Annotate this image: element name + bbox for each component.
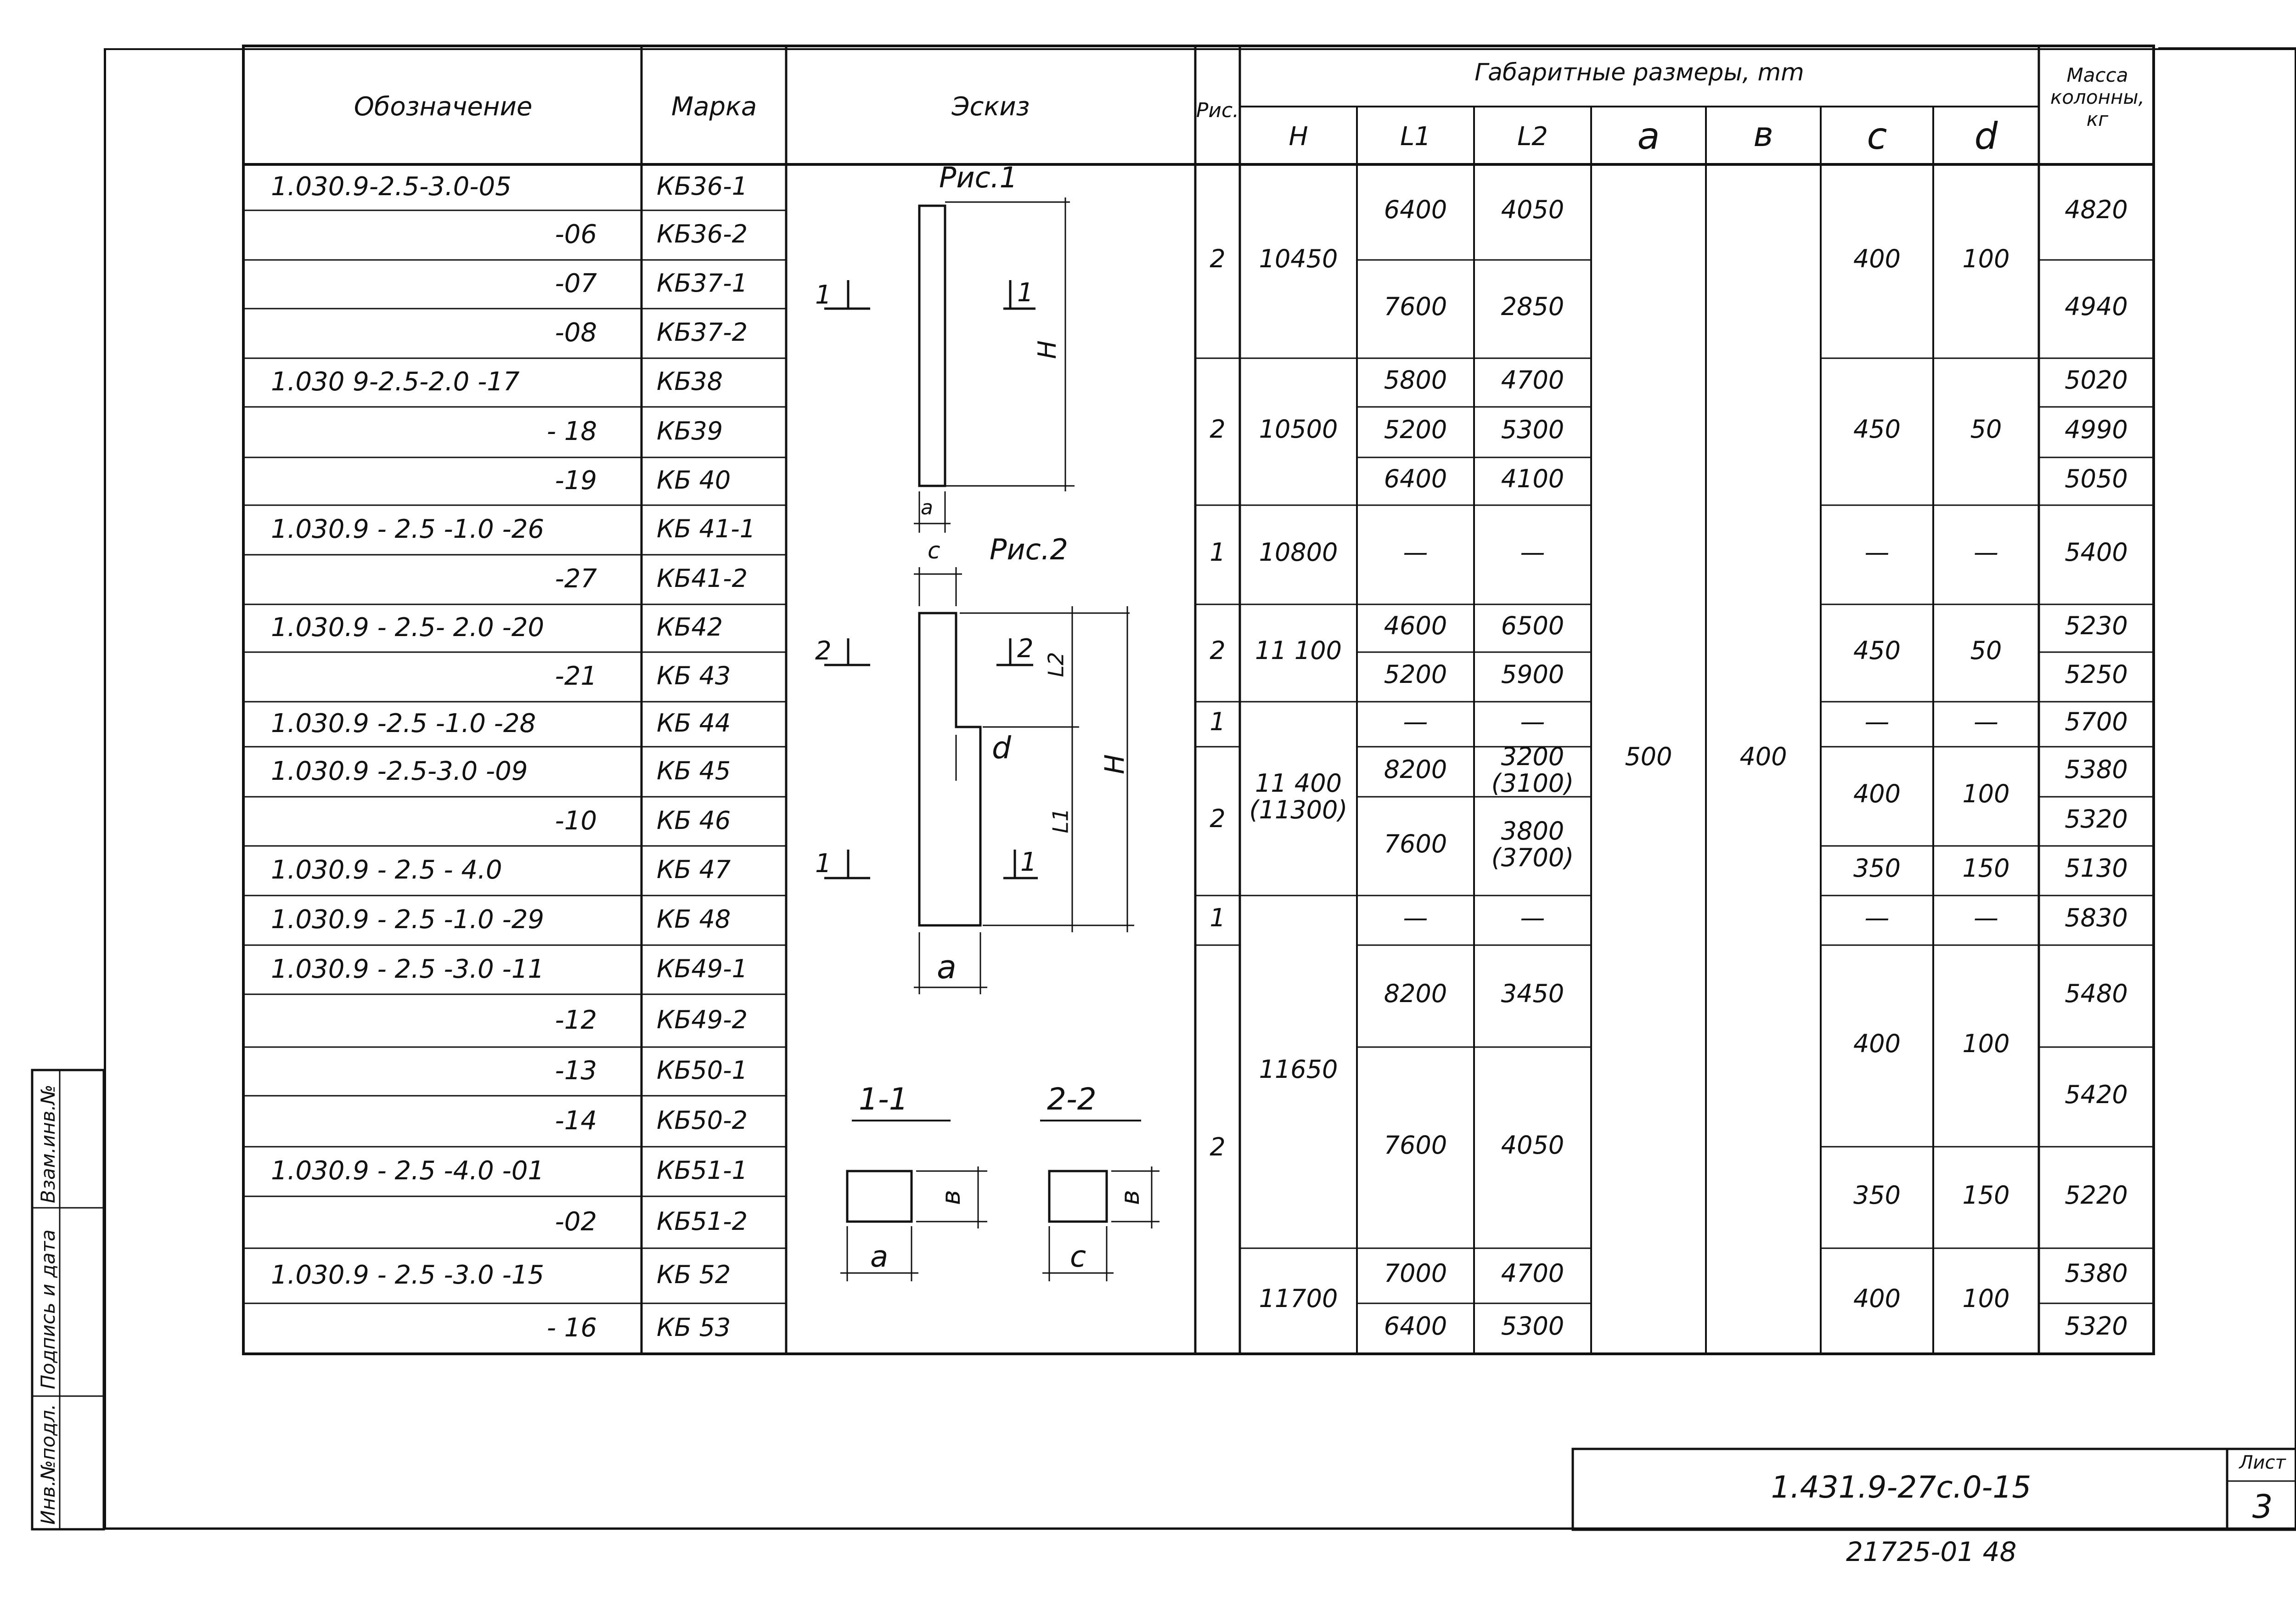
cell-c: 450 (1853, 636, 1901, 665)
stamp-sheet-number: 3 (2252, 1488, 2273, 1526)
cell-c: 350 (1853, 1180, 1901, 1210)
cell-H: 11 100 (1255, 636, 1342, 665)
table-row-mark: КБ38 (657, 367, 723, 396)
table-row-mark: КБ 46 (657, 806, 731, 835)
table-row-mark: КБ49-1 (657, 954, 748, 983)
cell-m: 5020 (2065, 366, 2128, 394)
table-row-mark: КБ50-1 (657, 1056, 748, 1085)
cell-c: — (1864, 538, 1890, 567)
cell-m: 5320 (2065, 804, 2128, 834)
cell-c: 400 (1853, 779, 1901, 808)
cell-L2: 3450 (1501, 979, 1564, 1008)
header-designation: Обозначение (354, 92, 533, 122)
header-mass: Масса колонны, кг (2050, 64, 2145, 130)
cell-d: — (1974, 538, 1998, 567)
sketch-H2-label: H (1098, 754, 1130, 774)
sketch-a1-label: a (921, 496, 933, 519)
cell-L1: 5200 (1384, 415, 1447, 444)
table-row-mark: КБ51-1 (657, 1156, 748, 1185)
table-row-designation: -14 (555, 1105, 597, 1136)
cell-L2: 4050 (1501, 1131, 1564, 1160)
table-row-designation: -10 (555, 806, 597, 836)
header-mark: Марка (671, 92, 757, 122)
cell-L1: 7600 (1384, 292, 1447, 321)
cell-d: — (1974, 707, 1998, 736)
cell-d: 100 (1962, 779, 2010, 808)
header-L2: L2 (1517, 122, 1548, 152)
sketch-section-1-1: 1-1 (859, 1082, 908, 1117)
cell-d: — (1974, 903, 1998, 932)
header-b: в (1753, 115, 1773, 154)
cell-m: 5830 (2065, 903, 2128, 932)
cell-L2: 4100 (1501, 464, 1564, 493)
cell-L2: 3200 (3100) (1491, 742, 1574, 798)
table-row-designation: -27 (555, 564, 597, 594)
cell-L2: — (1520, 538, 1545, 567)
table-row-designation: 1.030.9 - 2.5 -1.0 -29 (271, 905, 544, 935)
cell-d: 50 (1970, 415, 2002, 444)
table-row-designation: 1.030.9 - 2.5 -3.0 -11 (271, 954, 544, 984)
cell-a: 500 (1625, 742, 1672, 771)
sketch-cut3-left: 1 (815, 849, 832, 879)
cell-H: 11650 (1259, 1055, 1338, 1084)
sketch-sec1-b: в (936, 1189, 967, 1206)
cell-H: 10450 (1259, 244, 1338, 273)
sketch-cut1-left: 1 (815, 280, 832, 310)
cell-d: 100 (1962, 244, 2010, 273)
cell-m: 5050 (2065, 464, 2128, 493)
cell-L2: 3800 (3700) (1491, 816, 1574, 872)
sketch-a2-label: a (937, 948, 957, 986)
sketch-section-2-2: 2-2 (1047, 1082, 1097, 1117)
sidebar-inv-orig: Инв.№подл. (37, 1403, 59, 1525)
stamp-sheet-label: Лист (2239, 1452, 2286, 1473)
header-c: c (1867, 115, 1887, 158)
cell-L2: — (1520, 707, 1545, 736)
table-row-mark: КБ51-2 (657, 1206, 748, 1236)
table-row-designation: 1.030 9-2.5-2.0 -17 (271, 367, 520, 397)
table-row-mark: КБ 45 (657, 756, 731, 785)
cell-L1: 6400 (1384, 464, 1447, 493)
cell-m: 4940 (2065, 292, 2128, 321)
header-sketch: Эскиз (951, 92, 1030, 122)
cell-m: 5250 (2065, 660, 2128, 689)
cell-L2: 5900 (1501, 660, 1564, 689)
cell-L2: 2850 (1501, 292, 1564, 321)
cell-L1: 8200 (1384, 755, 1447, 784)
table-row-designation: -08 (555, 318, 597, 348)
table-row-designation: 1.030.9 - 2.5 -3.0 -15 (271, 1260, 544, 1290)
table-row-designation: 1.030.9-2.5-3.0-05 (271, 172, 512, 202)
cell-L1: 8200 (1384, 979, 1447, 1008)
sketch-c-label: c (928, 537, 940, 564)
cell-L1: — (1403, 903, 1428, 932)
cell-L1: 7000 (1384, 1259, 1447, 1288)
cell-L1: 5200 (1384, 660, 1447, 689)
cell-m: 4820 (2065, 195, 2128, 224)
cell-c: — (1864, 903, 1890, 932)
table-row-designation: 1.030.9 -2.5-3.0 -09 (271, 756, 528, 786)
stamp-code: 1.431.9-27с.0-15 (1771, 1470, 2032, 1505)
cell-L2: 6500 (1501, 611, 1564, 640)
table-row-designation: -02 (555, 1206, 597, 1237)
cell-m: 5480 (2065, 979, 2128, 1008)
sketch-d-label: d (992, 730, 1011, 766)
cell-m: 5420 (2065, 1080, 2128, 1109)
cell-L1: — (1403, 538, 1428, 567)
header-a: a (1637, 115, 1660, 158)
cell-H: 10500 (1259, 415, 1338, 444)
table-row-mark: КБ36-1 (657, 172, 748, 201)
cell-c: 400 (1853, 1284, 1901, 1313)
cell-fig: 2 (1210, 804, 1226, 833)
cell-H: 11 400 (11300) (1249, 769, 1348, 824)
sketch-fig2-label: Рис.2 (990, 533, 1068, 566)
cell-L1: 4600 (1384, 611, 1447, 640)
cell-c: 350 (1853, 854, 1901, 883)
table-row-mark: КБ 53 (657, 1313, 731, 1342)
sketch-cut2-right: 2 (1017, 634, 1034, 664)
cell-L1: 6400 (1384, 1312, 1447, 1341)
cell-m: 5220 (2065, 1180, 2128, 1210)
table-row-mark: КБ42 (657, 613, 723, 642)
table-row-mark: КБ 44 (657, 709, 731, 738)
cell-H: 11700 (1259, 1284, 1338, 1313)
cell-m: 5230 (2065, 611, 2128, 640)
table-row-mark: КБ39 (657, 417, 723, 445)
table-row-designation: 1.030.9 - 2.5- 2.0 -20 (271, 613, 544, 642)
archive-number: 21725-01 48 (1846, 1536, 2017, 1567)
table-row-designation: -13 (555, 1056, 597, 1086)
cell-L2: — (1520, 903, 1545, 932)
table-row-designation: - 18 (546, 417, 597, 446)
cell-m: 5400 (2065, 538, 2128, 567)
cell-d: 100 (1962, 1284, 2010, 1313)
cell-m: 5380 (2065, 755, 2128, 784)
sketch-cut3-right: 1 (1020, 847, 1037, 877)
table-row-designation: -12 (555, 1005, 597, 1035)
cell-fig: 1 (1210, 707, 1226, 736)
table-row-mark: КБ37-2 (657, 318, 748, 347)
cell-L2: 4700 (1501, 1259, 1564, 1288)
sketch-H1-label: H (1032, 340, 1062, 359)
sidebar-sign-date: Подпись и дата (37, 1229, 59, 1389)
cell-m: 5130 (2065, 854, 2128, 883)
cell-L2: 5300 (1501, 1312, 1564, 1341)
cell-m: 5380 (2065, 1259, 2128, 1288)
cell-d: 150 (1962, 1180, 2010, 1210)
sketch-cut2-left: 2 (815, 636, 832, 666)
table-row-designation: 1.030.9 - 2.5 - 4.0 (271, 855, 502, 885)
table-row-designation: -21 (555, 661, 597, 691)
table-row-mark: КБ 47 (657, 855, 731, 884)
cell-L1: 7600 (1384, 829, 1447, 858)
sketch-sec2-c: c (1070, 1240, 1086, 1274)
table-row-designation: - 16 (546, 1313, 597, 1343)
table-row-mark: КБ50-2 (657, 1105, 748, 1135)
cell-c: 450 (1853, 415, 1901, 444)
table-row-mark: КБ 41-1 (657, 514, 756, 543)
table-row-mark: КБ37-1 (657, 269, 748, 298)
sketch-L1-label: L1 (1048, 808, 1073, 834)
cell-fig: 1 (1210, 903, 1226, 932)
cell-L2: 4700 (1501, 366, 1564, 394)
cell-L1: — (1403, 707, 1428, 736)
table-row-mark: КБ 43 (657, 661, 731, 690)
cell-c: — (1864, 707, 1890, 736)
table-row-designation: 1.030.9 - 2.5 -1.0 -26 (271, 514, 544, 544)
table-row-designation: -19 (555, 466, 597, 496)
header-d: d (1974, 115, 1998, 158)
sketch-L2-label: L2 (1043, 652, 1069, 677)
cell-b: 400 (1739, 742, 1787, 771)
cell-d: 150 (1962, 854, 2010, 883)
header-H: H (1289, 122, 1308, 152)
table-row-mark: КБ 48 (657, 905, 731, 934)
table-row-designation: -06 (555, 220, 597, 249)
sketch-fig1-label: Рис.1 (939, 161, 1018, 194)
cell-fig: 2 (1210, 415, 1226, 444)
sidebar-inv-mut: Взам.инв.№ (37, 1084, 59, 1203)
sketch-cut1-right: 1 (1017, 278, 1034, 308)
table-row-mark: КБ49-2 (657, 1005, 748, 1034)
header-fig: Рис. (1196, 99, 1239, 122)
cell-H: 10800 (1259, 538, 1338, 567)
cell-m: 5700 (2065, 707, 2128, 736)
cell-L2: 5300 (1501, 415, 1564, 444)
table-row-mark: КБ41-2 (657, 564, 748, 593)
cell-fig: 2 (1210, 636, 1226, 665)
table-row-designation: -07 (555, 269, 597, 299)
cell-L1: 5800 (1384, 366, 1447, 394)
table-row-designation: 1.030.9 - 2.5 -4.0 -01 (271, 1156, 544, 1186)
table-row-mark: КБ36-2 (657, 220, 748, 248)
cell-fig: 1 (1210, 538, 1226, 567)
cell-m: 4990 (2065, 415, 2128, 444)
header-L1: L1 (1400, 122, 1431, 152)
cell-L2: 4050 (1501, 195, 1564, 224)
table-row-designation: 1.030.9 -2.5 -1.0 -28 (271, 709, 536, 738)
table-row-mark: КБ 40 (657, 466, 731, 495)
cell-m: 5320 (2065, 1312, 2128, 1341)
header-dimensions: Габаритные размеры, mm (1474, 59, 1804, 86)
cell-c: 400 (1853, 244, 1901, 273)
cell-c: 400 (1853, 1029, 1901, 1058)
cell-L1: 6400 (1384, 195, 1447, 224)
sketch-sec2-b: в (1115, 1189, 1146, 1206)
cell-L1: 7600 (1384, 1131, 1447, 1160)
sketch-sec1-a: a (870, 1240, 889, 1274)
cell-fig: 2 (1210, 244, 1226, 273)
table-row-mark: КБ 52 (657, 1260, 731, 1289)
cell-d: 100 (1962, 1029, 2010, 1058)
cell-d: 50 (1970, 636, 2002, 665)
cell-fig: 2 (1210, 1132, 1226, 1161)
